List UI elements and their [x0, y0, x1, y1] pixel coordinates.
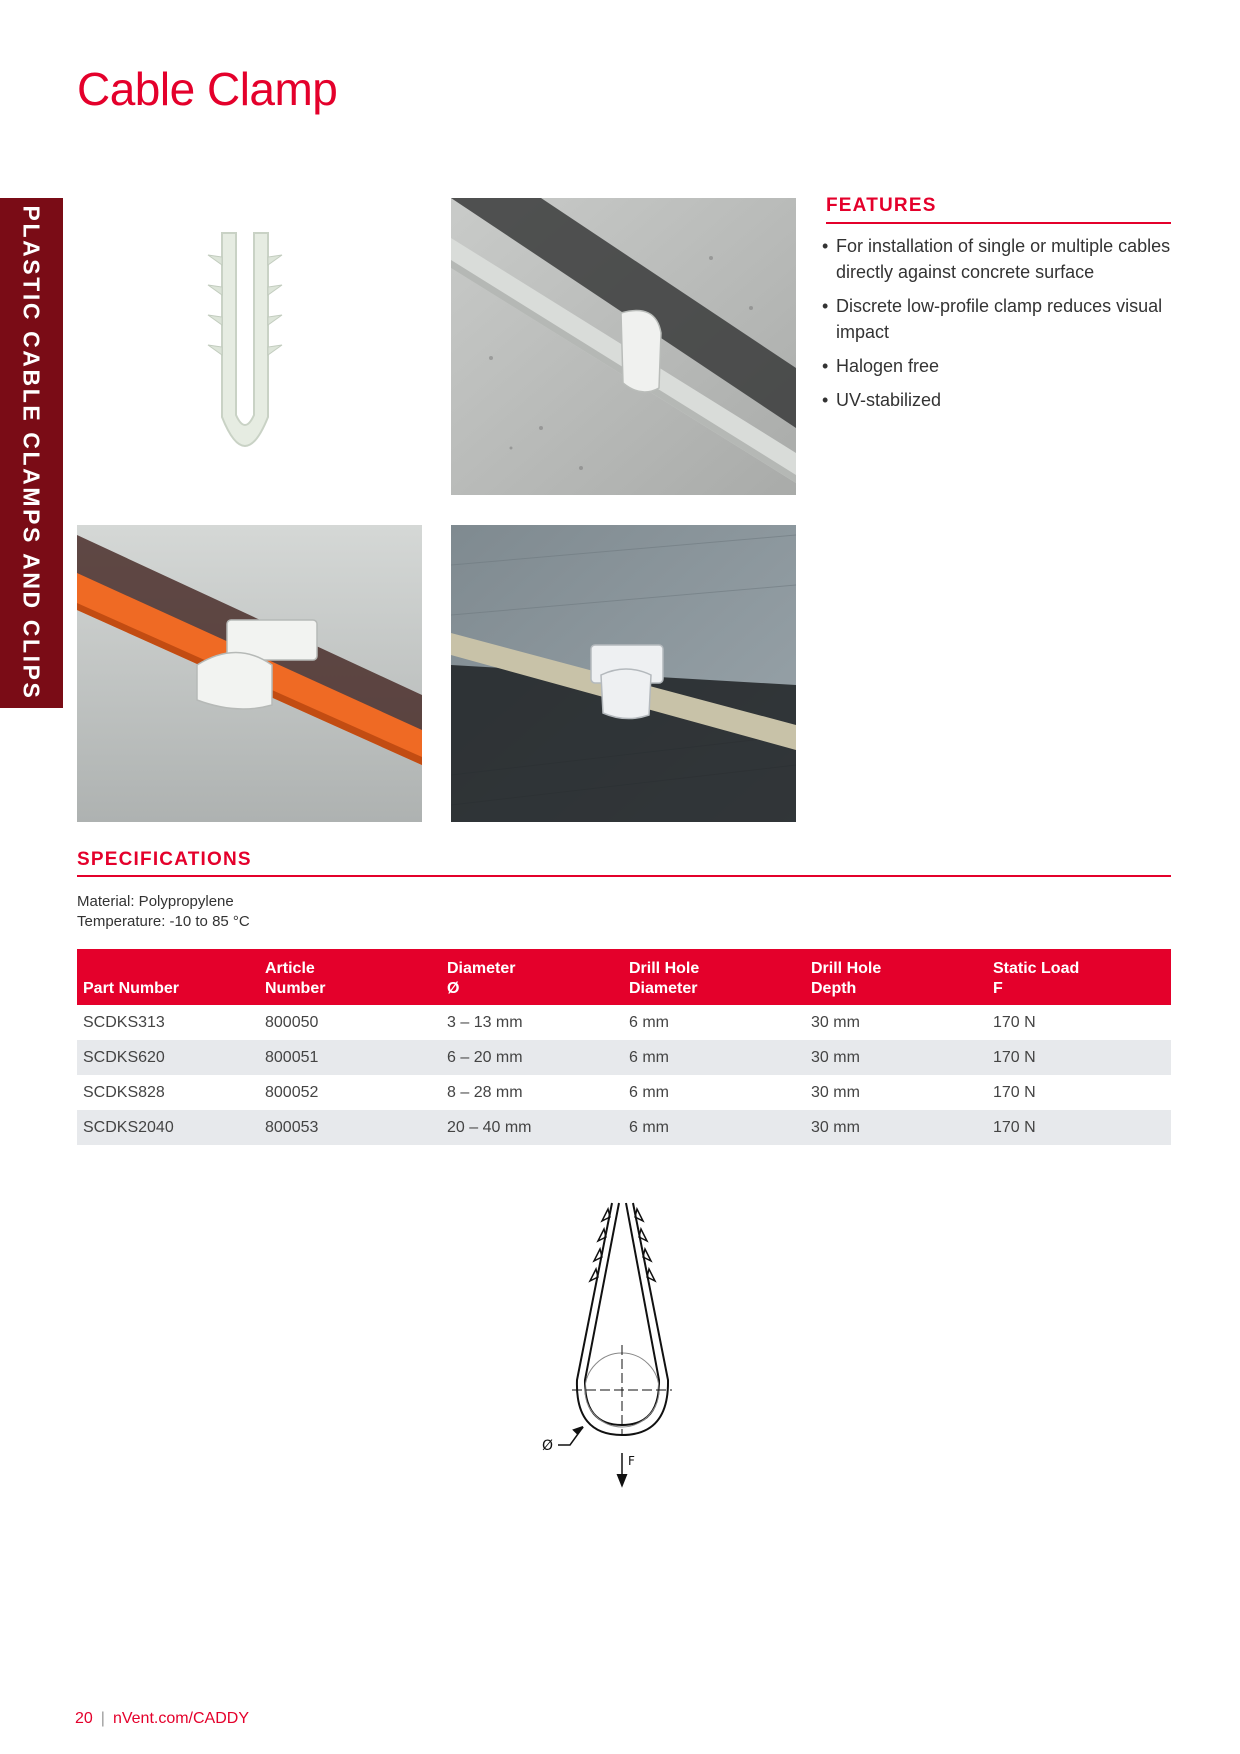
table-header-row	[77, 949, 1171, 1005]
installation-photo-orange-cable	[77, 525, 422, 822]
page-number: 20	[75, 1710, 93, 1727]
col-header-part-number: Part Number	[77, 949, 259, 1005]
installation-photo-beige-cable	[451, 525, 796, 822]
col-header-article-number: Article Number	[259, 949, 441, 1005]
clamp-line-drawing	[540, 1195, 700, 1495]
cell-diameter: 3 – 13 mm	[447, 1013, 523, 1031]
cell-article-number: 800053	[259, 1110, 441, 1145]
features-divider	[826, 222, 1171, 224]
cell-static-load: 170 N	[987, 1040, 1171, 1075]
temperature-text: Temperature: -10 to 85 °C	[77, 913, 250, 930]
feature-item: • For installation of single or multiple cables directly against concrete surface	[822, 236, 1171, 282]
footer-separator: |	[100, 1710, 105, 1727]
col-header-drill-hole-diameter: Drill Hole Diameter	[623, 949, 805, 1005]
col-header-diameter: Diameter Ø	[441, 949, 623, 1005]
spec-meta	[77, 892, 250, 932]
cell-drill-diameter: 6 mm	[623, 1110, 805, 1145]
cell-article-number: 800050	[265, 1013, 319, 1031]
side-section-tab-label: PLASTIC CABLE CLAMPS AND CLIPS	[18, 205, 45, 701]
cell-drill-diameter: 6 mm	[623, 1040, 805, 1075]
cell-static-load: 170 N	[993, 1013, 1036, 1031]
col-header-static-load: Static Load F	[987, 949, 1171, 1005]
feature-item: • Halogen free	[822, 356, 940, 376]
cell-drill-depth: 30 mm	[805, 1110, 987, 1145]
cell-diameter: 8 – 28 mm	[447, 1083, 523, 1101]
cell-drill-diameter: 6 mm	[629, 1013, 669, 1031]
cell-part-number: SCDKS620	[77, 1040, 259, 1075]
cell-part-number: SCDKS313	[83, 1013, 165, 1031]
table-row	[77, 1075, 1171, 1110]
product-photo-clamp	[200, 225, 290, 465]
feature-item: • UV-stabilized	[822, 390, 942, 410]
side-section-tab	[0, 198, 63, 708]
cell-drill-depth: 30 mm	[811, 1013, 860, 1031]
col-header-drill-hole-depth: Drill Hole Depth	[805, 949, 987, 1005]
table-row	[77, 1110, 1171, 1145]
cell-part-number: SCDKS2040	[77, 1110, 259, 1145]
cell-drill-depth: 30 mm	[811, 1083, 860, 1101]
cell-article-number: 800051	[259, 1040, 441, 1075]
table-row	[77, 1040, 1171, 1075]
page-title: Cable Clamp	[77, 63, 338, 115]
specifications-heading: SPECIFICATIONS	[77, 849, 252, 870]
force-label: F	[628, 1454, 635, 1468]
cell-diameter: 20 – 40 mm	[441, 1110, 623, 1145]
table-row	[77, 1005, 1171, 1040]
specifications-table	[77, 949, 1171, 1145]
material-text: Material: Polypropylene	[77, 893, 234, 910]
diameter-symbol-label: Ø	[542, 1438, 554, 1454]
footer	[75, 1710, 249, 1728]
cell-article-number: 800052	[265, 1083, 319, 1101]
cell-diameter: 6 – 20 mm	[441, 1040, 623, 1075]
technical-drawing	[540, 1195, 700, 1500]
features-list	[822, 233, 1177, 421]
specifications-divider	[77, 875, 1171, 877]
cell-part-number: SCDKS828	[83, 1083, 165, 1101]
features-heading: FEATURES	[826, 195, 937, 216]
feature-item: • Discrete low-profile clamp reduces visual impact	[822, 296, 1163, 342]
installation-photo-grey-cable	[451, 198, 796, 495]
cell-static-load: 170 N	[987, 1110, 1171, 1145]
cell-drill-depth: 30 mm	[805, 1040, 987, 1075]
website-link[interactable]: nVent.com/CADDY	[112, 1710, 250, 1727]
cell-static-load: 170 N	[993, 1083, 1036, 1101]
cell-drill-diameter: 6 mm	[629, 1083, 669, 1101]
